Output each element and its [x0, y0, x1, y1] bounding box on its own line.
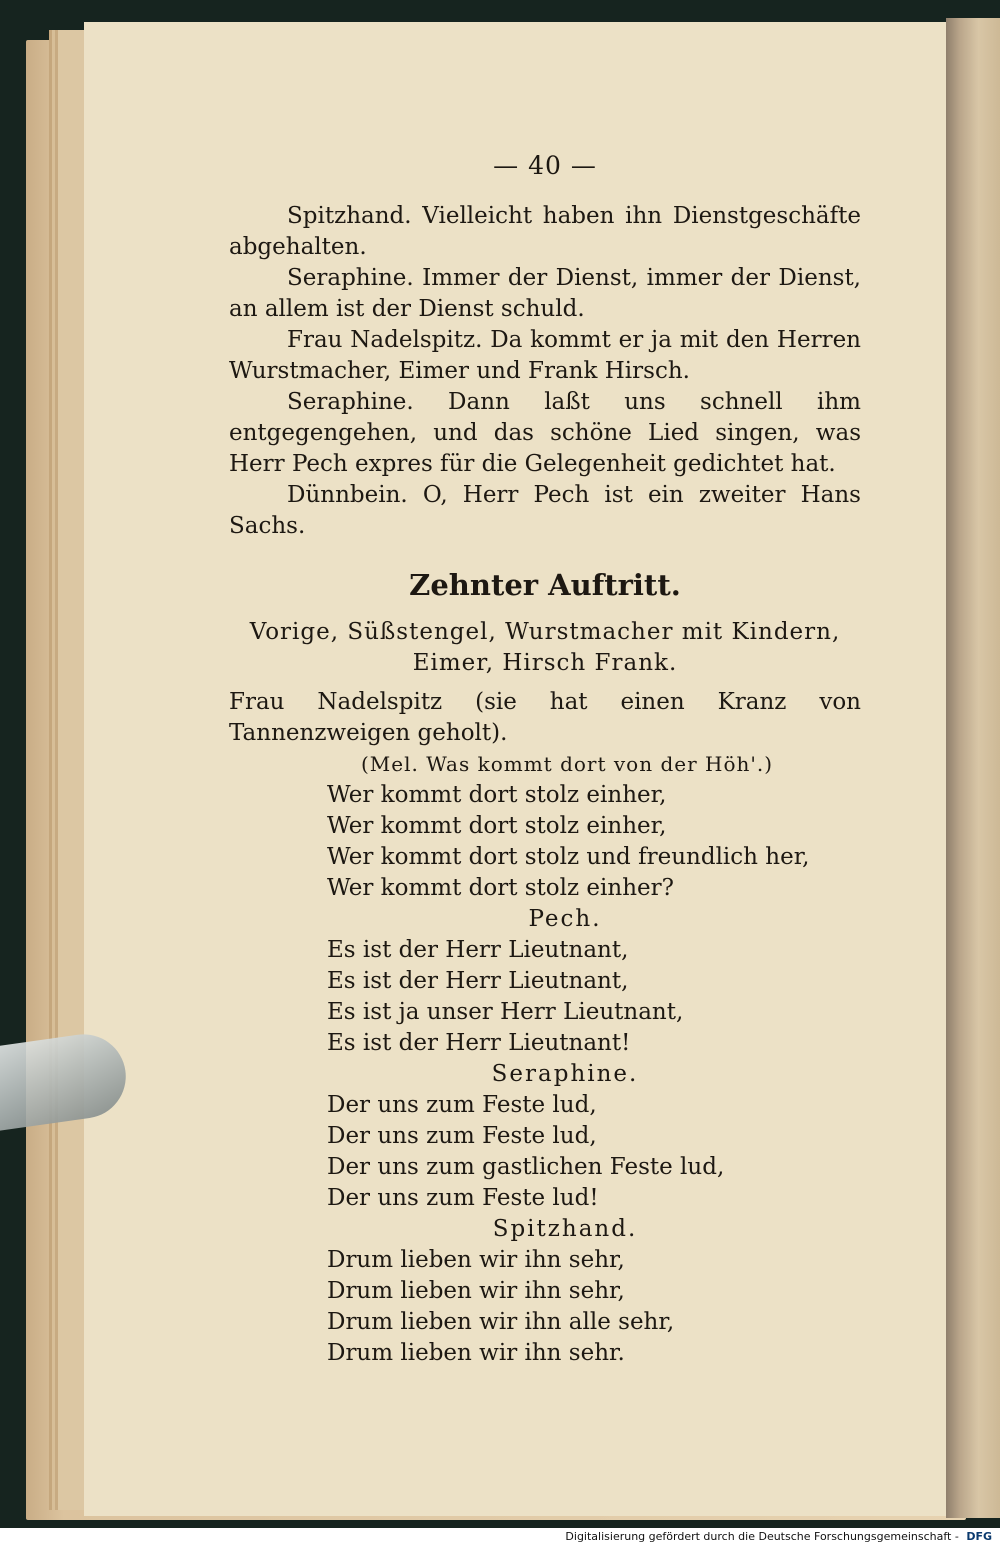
- stage-direction: Frau Nadelspitz (sie hat einen Kranz von Tannenzweigen geholt).: [229, 689, 861, 746]
- verse-line: Drum lieben wir ihn sehr,: [327, 1247, 625, 1273]
- verse-line: Der uns zum gastlichen Feste lud,: [327, 1154, 725, 1180]
- page-text: [229, 150, 861, 1369]
- page-gutter: [946, 18, 1000, 1518]
- verse-line: Es ist der Herr Lieutnant,: [327, 937, 629, 963]
- dialogue-line: Seraphine. Immer der Dienst, immer der Dienst, an allem ist der Dienst schuld.: [229, 265, 861, 322]
- cast-list: Vorige, Süßstengel, Wurstmacher mit Kindern, Eimer, Hirsch Frank.: [249, 619, 841, 676]
- dialogue-line: Frau Nadelspitz. Da kommt er ja mit den Herren Wurstmacher, Eimer und Frank Hirsch.: [229, 327, 861, 384]
- verse-line: Drum lieben wir ihn sehr.: [327, 1340, 625, 1366]
- verse-line: Wer kommt dort stolz einher,: [327, 782, 667, 808]
- verse-line: Es ist der Herr Lieutnant,: [327, 968, 629, 994]
- verse-line: Der uns zum Feste lud!: [327, 1185, 599, 1211]
- page-number: — 40 —: [493, 151, 597, 180]
- footer-credit: Digitalisierung gefördert durch die Deutsche Forschungsgemeinschaft -: [565, 1530, 959, 1543]
- verse-line: Wer kommt dort stolz einher?: [327, 875, 674, 901]
- verse-line: Wer kommt dort stolz einher,: [327, 813, 667, 839]
- spacer: [229, 679, 861, 687]
- dialogue-line: Spitzhand. Vielleicht haben ihn Dienstgeschäfte abgehalten.: [229, 203, 861, 260]
- dialogue-line: Dünnbein. O, Herr Pech ist ein zweiter Hans Sachs.: [229, 482, 861, 539]
- scene-title: Zehnter Auftritt.: [409, 568, 681, 602]
- verse-speaker: Pech.: [528, 906, 602, 932]
- verse-line: Der uns zum Feste lud,: [327, 1092, 597, 1118]
- verse-block: [229, 780, 861, 904]
- dfg-logo[interactable]: DFG: [966, 1530, 992, 1543]
- verse-line: Drum lieben wir ihn alle sehr,: [327, 1309, 675, 1335]
- melody-note: (Mel. Was kommt dort von der Höh'.): [361, 752, 774, 776]
- verse-line: Der uns zum Feste lud,: [327, 1123, 597, 1149]
- verse-line: Drum lieben wir ihn sehr,: [327, 1278, 625, 1304]
- verse-block: [229, 1059, 861, 1214]
- verse-block: [229, 904, 861, 1059]
- digitization-footer: [0, 1528, 1000, 1546]
- verse-line: Wer kommt dort stolz und freundlich her,: [327, 844, 810, 870]
- verse-speaker: Spitzhand.: [492, 1216, 638, 1242]
- dialogue-line: Seraphine. Dann laßt uns schnell ihm entgegengehen, und das schöne Lied singen, was Herr Pech expres für die Gelegenheit gedichtet hat.: [229, 389, 861, 477]
- verse-speaker: Seraphine.: [491, 1061, 639, 1087]
- verse-line: Es ist der Herr Lieutnant!: [327, 1030, 631, 1056]
- verse-block: [229, 1214, 861, 1369]
- verse-line: Es ist ja unser Herr Lieutnant,: [327, 999, 684, 1025]
